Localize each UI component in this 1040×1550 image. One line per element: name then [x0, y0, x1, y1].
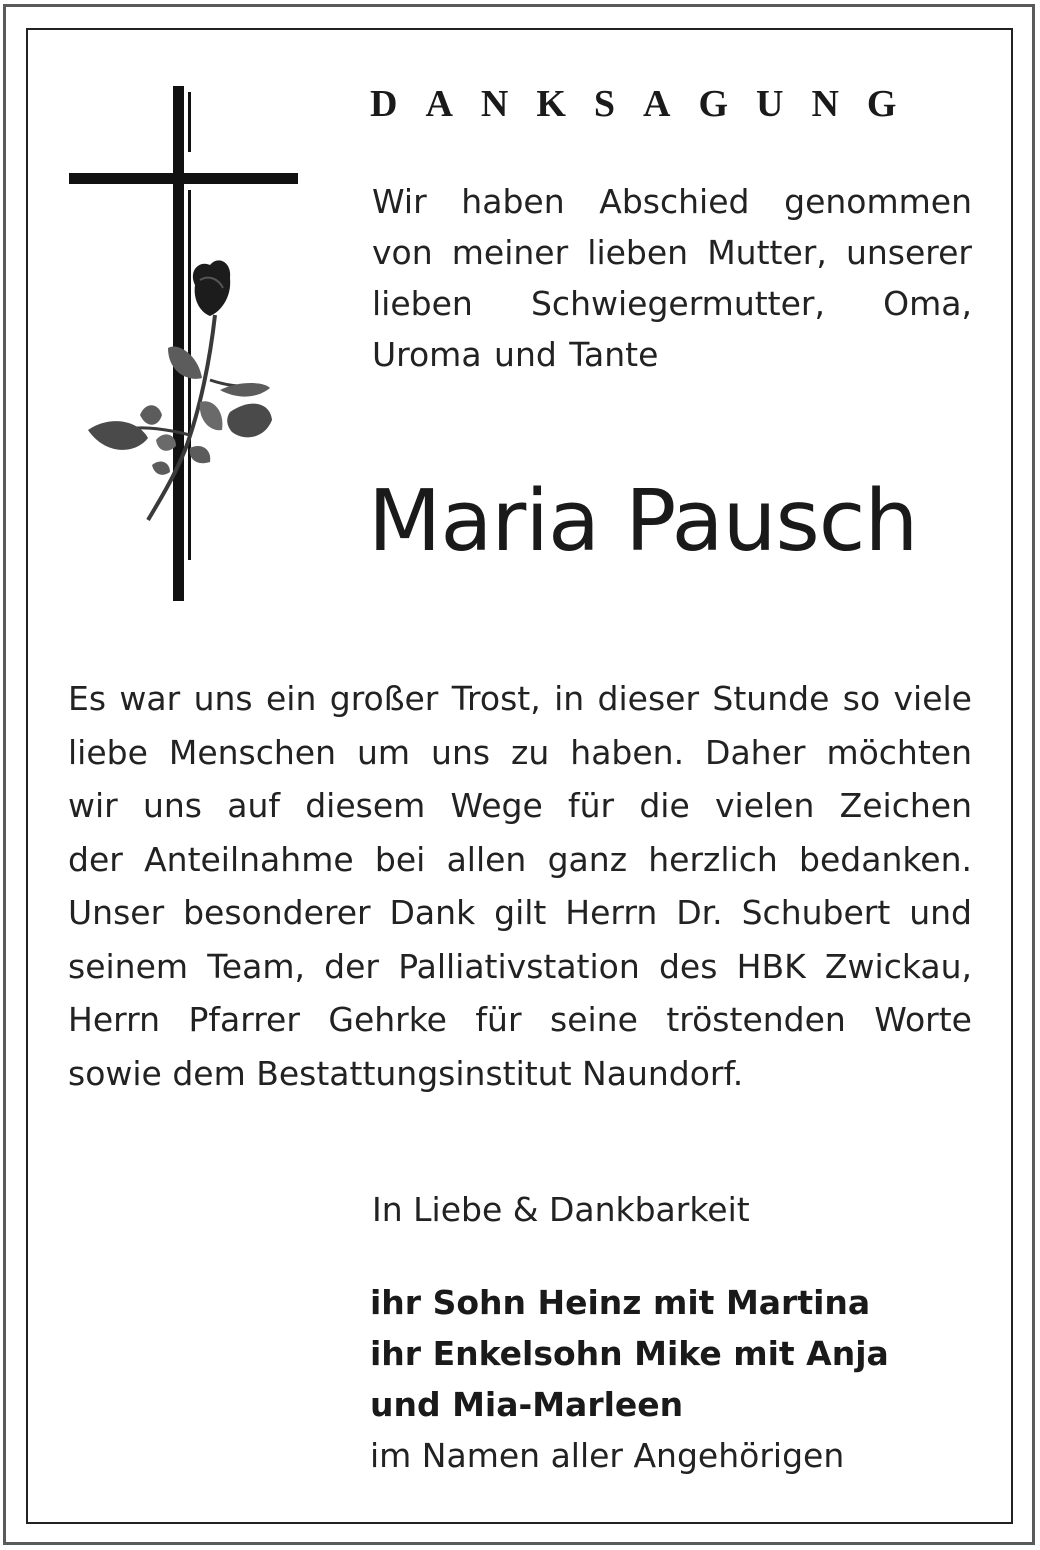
deceased-name: Maria Pausch — [368, 472, 918, 571]
heading: DANKSAGUNG — [370, 83, 925, 125]
intro-text — [372, 176, 972, 380]
body-line: Unser besonderer Dank gilt Herrn Dr. Schubert und — [68, 893, 972, 932]
closing-phrase: In Liebe & Dankbarkeit — [372, 1190, 750, 1229]
family-line: ihr Sohn Heinz mit Martina — [370, 1283, 871, 1322]
body-line: Herrn Pfarrer Gehrke für seine tröstenden Worte — [68, 1000, 972, 1039]
body-line: wir uns auf diesem Wege für die vielen Zeichen — [68, 786, 972, 825]
intro-line: von meiner lieben Mutter, unserer — [372, 233, 972, 272]
cross-icon — [69, 86, 298, 601]
family-footer: im Namen aller Angehörigen — [370, 1436, 845, 1475]
body-line: liebe Menschen um uns zu haben. Daher möchten — [68, 732, 972, 772]
family-signature — [370, 1277, 970, 1481]
family-line: und Mia-Marleen — [370, 1385, 684, 1424]
body-line: seinem Team, der Palliativstation des HBK Zwickau, — [68, 946, 972, 986]
intro-line: Uroma und Tante — [372, 335, 659, 374]
family-line: ihr Enkelsohn Mike mit Anja — [370, 1334, 889, 1373]
body-line: Es war uns ein großer Trost, in dieser Stunde so viele — [68, 679, 972, 718]
body-line: sowie dem Bestattungsinstitut Naundorf. — [68, 1053, 744, 1093]
intro-line: lieben Schwiegermutter, Oma, — [372, 284, 972, 323]
body-text — [68, 672, 972, 1100]
cross-with-rose-icon — [60, 80, 310, 610]
intro-line: Wir haben Abschied genommen — [372, 182, 972, 221]
body-line: der Anteilnahme bei allen ganz herzlich bedanken. — [68, 839, 972, 879]
